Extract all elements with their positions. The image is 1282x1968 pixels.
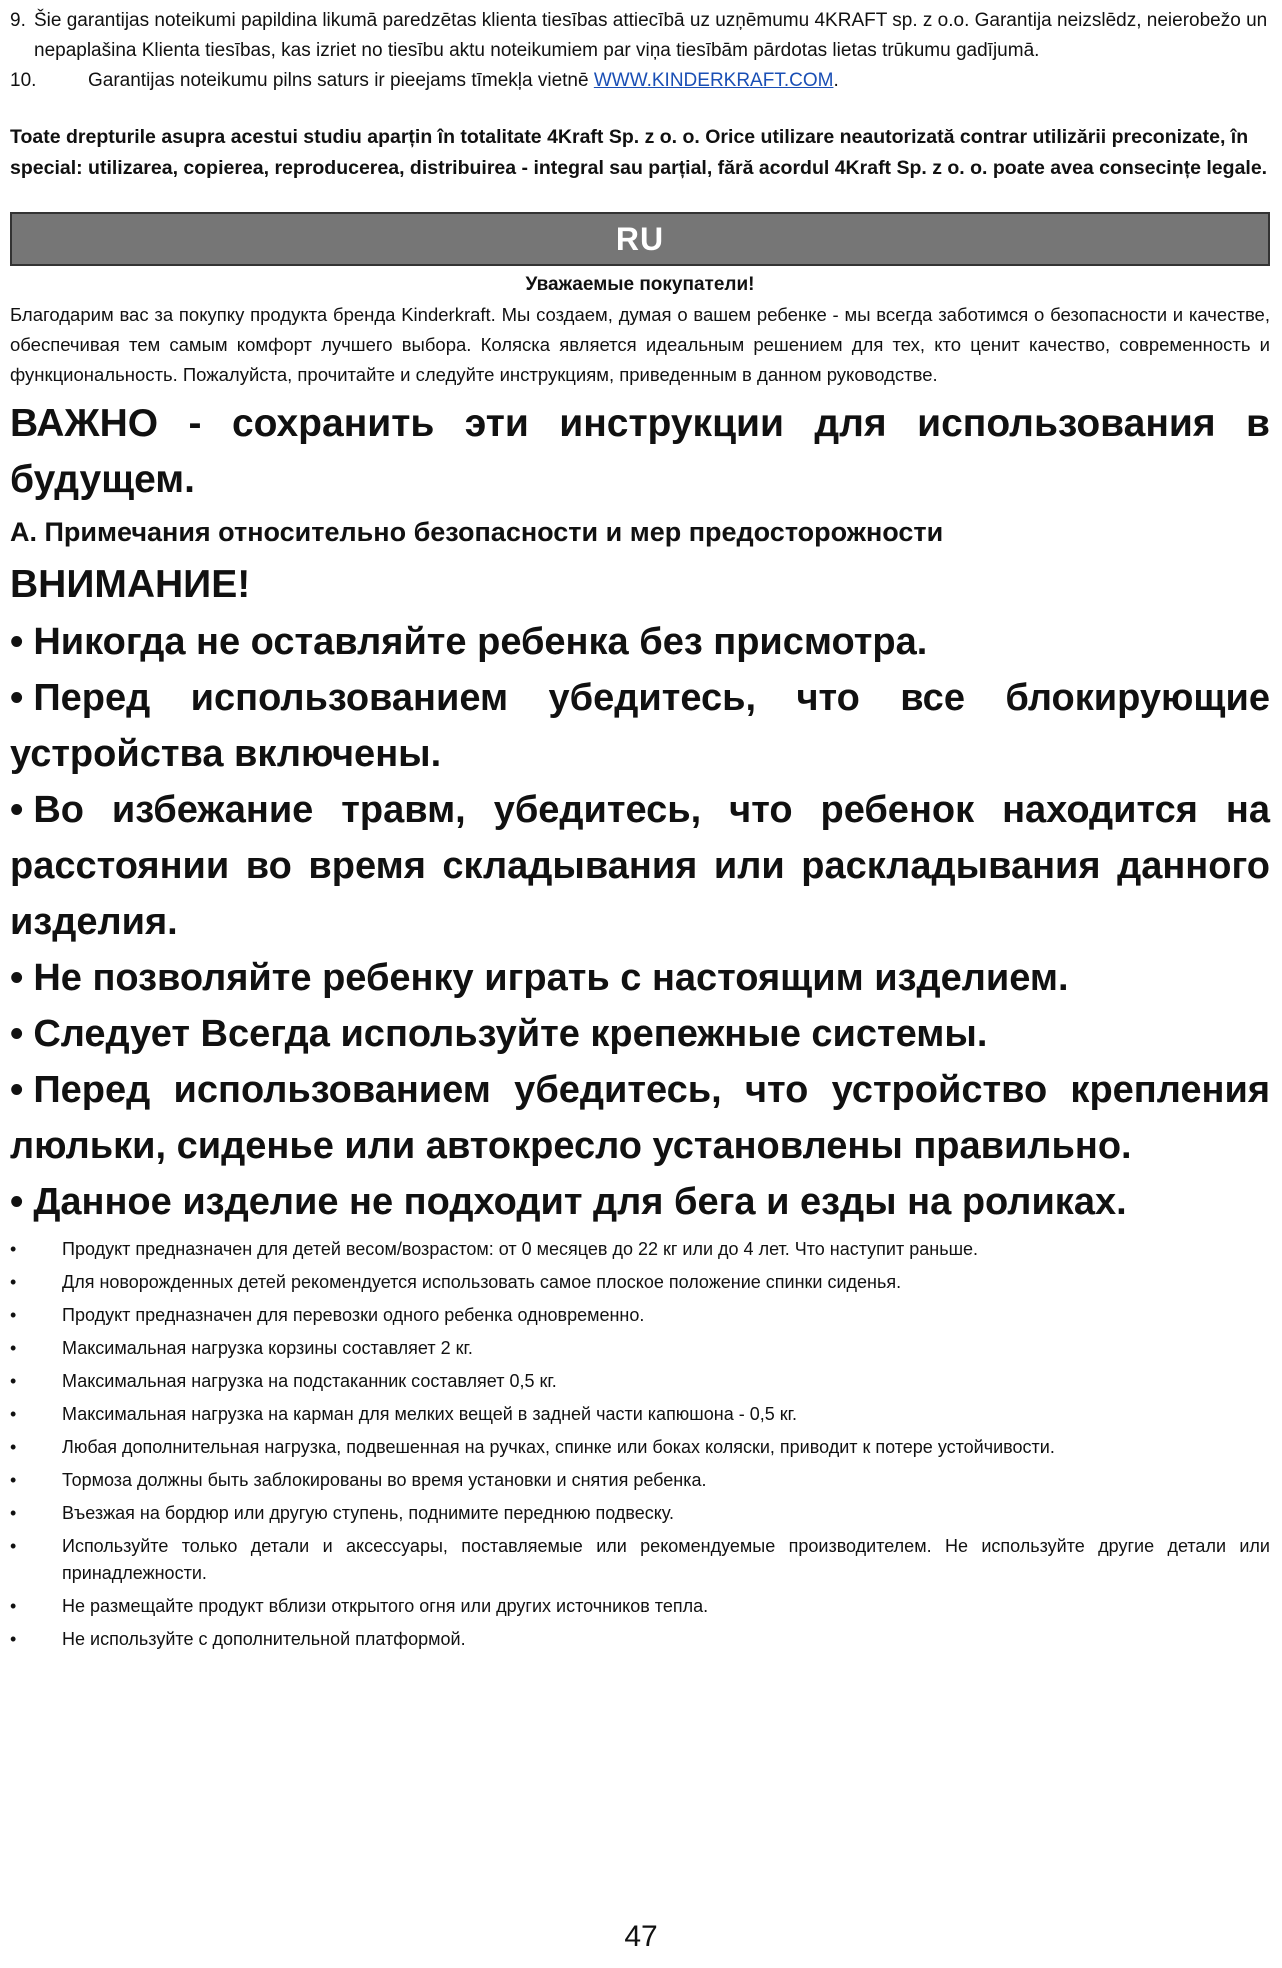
- bullet-icon: •: [10, 1503, 17, 1523]
- bullet-icon: •: [10, 957, 24, 999]
- ro-copyright-notice: Toate drepturile asupra acestui studiu aparțin în totalitate 4Kraft Sp. z o. o. Orice utilizare neautorizată contrar utilizării preconizate, în special: utilizarea, copierea, reproducerea, distribuirea - integral sau parțial, fără acordul 4Kraft Sp. z o. o. poate avea consecințe legale.: [10, 126, 1268, 179]
- lv-item-10: [10, 66, 1270, 96]
- lv-item-9: [10, 6, 1270, 66]
- bullet-icon: •: [10, 1437, 17, 1457]
- warning-text: Данное изделие не подходит для бега и езды на роликах.: [33, 1181, 1127, 1223]
- bullet-icon: •: [10, 1338, 17, 1358]
- note-item: [10, 1236, 1270, 1263]
- warning-text: Никогда не оставляйте ребенка без присмотра.: [33, 621, 928, 663]
- warning-text: Перед использованием убедитесь, что все блокирующие устройства включены.: [10, 677, 1270, 775]
- note-item: [10, 1335, 1270, 1362]
- note-item: [10, 1269, 1270, 1296]
- section-header-ru: [10, 212, 1270, 266]
- bullet-icon: •: [10, 1013, 24, 1055]
- warning-item: [10, 670, 1270, 782]
- note-item: [10, 1401, 1270, 1428]
- note-text: Не используйте с дополнительной платформой.: [62, 1629, 466, 1649]
- warning-item: [10, 782, 1270, 950]
- kinderkraft-link[interactable]: WWW.KINDERKRAFT.COM: [593, 70, 834, 91]
- note-item: [10, 1500, 1270, 1527]
- bullet-icon: •: [10, 789, 24, 831]
- note-text: Въезжая на бордюр или другую ступень, поднимите переднюю подвеску.: [62, 1503, 675, 1523]
- document-page: [10, 0, 1270, 1659]
- bullet-icon: •: [10, 621, 24, 663]
- warning-text: Следует Всегда используйте крепежные системы.: [33, 1013, 988, 1055]
- bullet-icon: •: [10, 1069, 24, 1111]
- warning-text: Во избежание травм, убедитесь, что ребенок находится на расстоянии во время складывания или раскладывания данного изделия.: [10, 789, 1270, 943]
- note-text: Максимальная нагрузка на подстаканник составляет 0,5 кг.: [62, 1371, 557, 1391]
- note-text: Тормоза должны быть заблокированы во время установки и снятия ребенка.: [62, 1470, 707, 1490]
- warning-text: Перед использованием убедитесь, что устройство крепления люльки, сиденье или автокресло установлены правильно.: [10, 1069, 1270, 1167]
- note-item: [10, 1302, 1270, 1329]
- item-10-end: .: [833, 70, 839, 91]
- note-text: Не размещайте продукт вблизи открытого огня или других источников тепла.: [62, 1596, 709, 1616]
- intro-paragraph: Благодарим вас за покупку продукта бренда Kinderkraft. Мы создаем, думая о вашем ребенке - мы всегда заботимся о безопасности и качестве, обеспечивая тем самым комфорт лучшего выбора. Коляска является идеальным решением для тех, кто ценит качество, современность и функциональность. Пожалуйста, прочитайте и следуйте инструкциям, приведенным в данном руководстве.: [10, 304, 1270, 385]
- bullet-icon: •: [10, 1536, 17, 1556]
- note-text: Используйте только детали и аксессуары, поставляемые или рекомендуемые производителем. Не используйте другие детали или принадлежности.: [62, 1536, 1270, 1583]
- attention-heading: ВНИМАНИЕ!: [10, 563, 251, 606]
- item-number: 10.: [10, 70, 37, 91]
- bullet-icon: •: [10, 1181, 24, 1223]
- note-item: [10, 1593, 1270, 1620]
- bullet-icon: •: [10, 1272, 17, 1292]
- note-text: Максимальная нагрузка корзины составляет 2 кг.: [62, 1338, 473, 1358]
- note-item: [10, 1368, 1270, 1395]
- warning-item: [10, 950, 1270, 1006]
- item-text: [88, 66, 839, 96]
- warning-item: [10, 1006, 1270, 1062]
- warnings-list: [10, 614, 1270, 1230]
- greeting: Уважаемые покупатели!: [525, 274, 755, 295]
- warning-text: Не позволяйте ребенку играть с настоящим изделием.: [33, 957, 1069, 999]
- bullet-icon: •: [10, 1596, 17, 1616]
- item-10-label: Garantijas noteikumu pilns saturs ir pieejams tīmekļa vietnē: [88, 70, 589, 91]
- note-text: Максимальная нагрузка на карман для мелких вещей в задней части капюшона - 0,5 кг.: [62, 1404, 797, 1424]
- bullet-icon: •: [10, 1239, 17, 1259]
- bullet-icon: •: [10, 1305, 17, 1325]
- note-text: Продукт предназначен для детей весом/возрастом: от 0 месяцев до 22 кг или до 4 лет. Что наступит раньше.: [62, 1239, 979, 1259]
- note-item: [10, 1626, 1270, 1653]
- page-number: 47: [624, 1920, 658, 1953]
- section-label: RU: [615, 220, 665, 257]
- warning-item: [10, 1174, 1270, 1230]
- warning-item: [10, 614, 1270, 670]
- note-item: [10, 1467, 1270, 1494]
- bullet-icon: •: [10, 1470, 17, 1490]
- note-text: Любая дополнительная нагрузка, подвешенная на ручках, спинке или боках коляски, приводит к потере устойчивости.: [62, 1437, 1055, 1457]
- section-a-heading: А. Примечания относительно безопасности и мер предосторожности: [10, 517, 944, 547]
- bullet-icon: •: [10, 677, 24, 719]
- bullet-icon: •: [10, 1371, 17, 1391]
- note-text: Продукт предназначен для перевозки одного ребенка одновременно.: [62, 1305, 645, 1325]
- bullet-icon: •: [10, 1629, 17, 1649]
- item-number: 9.: [10, 10, 26, 31]
- notes-list: [10, 1236, 1270, 1653]
- note-item: [10, 1533, 1270, 1587]
- item-text: Šie garantijas noteikumi papildina likumā paredzētas klienta tiesības attiecībā uz uzņēmumu 4KRAFT sp. z o.o. Garantija neizslēdz, neierobežo un nepaplašina Klienta tiesības, kas izriet no tiesību aktu noteikumiem par viņa tiesībām pārdotas lietas trūkumu gadījumā.: [34, 10, 1268, 61]
- note-item: [10, 1434, 1270, 1461]
- note-text: Для новорожденных детей рекомендуется использовать самое плоское положение спинки сиденья.: [62, 1272, 902, 1292]
- bullet-icon: •: [10, 1404, 17, 1424]
- warning-item: [10, 1062, 1270, 1174]
- important-heading: ВАЖНО - сохранить эти инструкции для использования в будущем.: [10, 402, 1270, 501]
